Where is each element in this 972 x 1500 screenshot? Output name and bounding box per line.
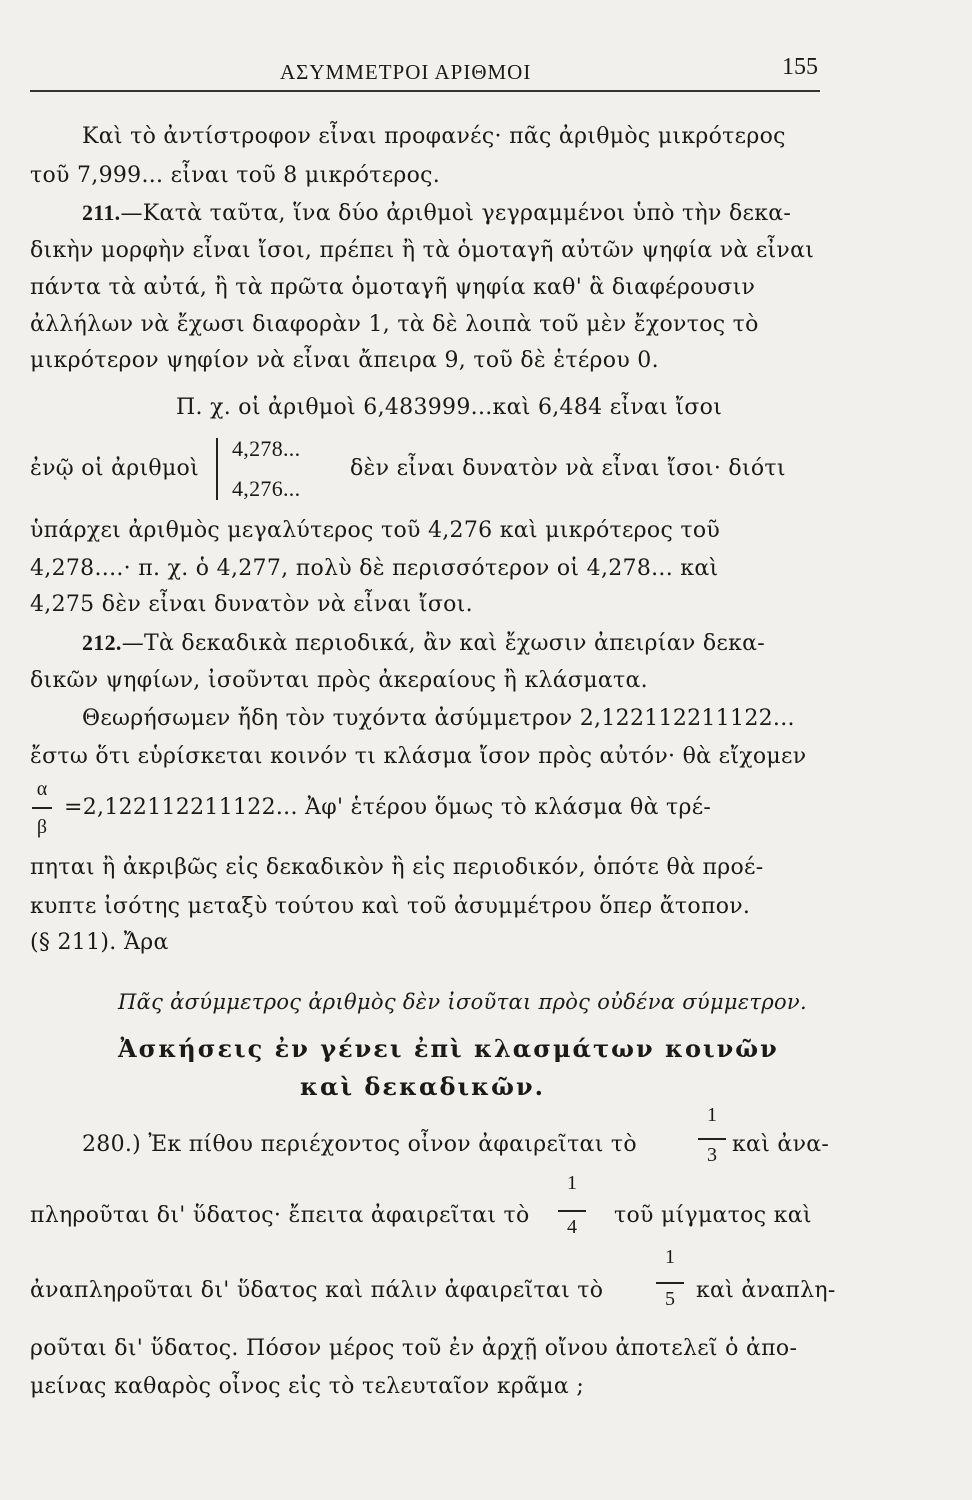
brace [216,438,218,500]
exercises-heading-cont: καὶ δεκαδικῶν. [300,1072,545,1101]
exercises-heading: Ἀσκήσεις ἐν γένει ἐπὶ κλασμάτων κοινῶν [118,1034,779,1063]
text-line: Θεωρήσωμεν ἤδη τὸν τυχόντα ἀσύμμετρον 2,122112211122... [82,706,795,731]
text-line: τοῦ 7,999... εἶναι τοῦ 8 μικρότερος. [30,163,441,188]
text-line: κυπτε ἰσότης μεταξὺ τούτου καὶ τοῦ ἀσυμμέτρου ὅπερ ἄτοπον. [30,894,751,919]
fraction-numerator: 1 [567,1172,577,1194]
fraction-bar [698,1138,726,1140]
text-line: τοῦ μίγματος καὶ [614,1203,812,1228]
text-line: πληροῦται δι' ὕδατος· ἔπειτα ἀφαιρεῖται τὸ [30,1203,530,1228]
text-line: ἀναπληροῦται δι' ὕδατος καὶ πάλιν ἀφαιρεῖται τὸ [30,1278,604,1303]
text-line: δικῶν ψηφίων, ἰσοῦνται πρὸς ἀκεραίους ἢ κλάσματα. [30,668,648,693]
text-line: ἔστω ὅτι εὑρίσκεται κοινόν τι κλάσμα ἴσον πρὸς αὐτόν· θὰ εἴχομεν [30,744,807,769]
text-line: ὑπάρχει ἀριθμὸς μεγαλύτερος τοῦ 4,276 καὶ μικρότερος τοῦ [30,518,721,543]
text-line: πηται ἢ ἀκριβῶς εἰς δεκαδικὸν ἢ εἰς περιοδικόν, ὁπότε θὰ προέ- [30,855,764,880]
section-number: 211. [82,200,121,225]
fraction-numerator: α [36,778,48,800]
text-line: =2,122112211122... Ἀφ' ἑτέρου ὅμως τὸ κλάσμα θὰ τρέ- [64,795,712,820]
fraction-denominator: 5 [665,1288,675,1310]
text-line: καὶ ἀνα- [732,1132,830,1157]
fraction-bar [32,807,52,809]
text-span: —Κατὰ ταῦτα, ἵνα δύο ἀριθμοὶ γεγραμμένοι ὑπὸ τὴν δεκα- [120,201,792,226]
fraction-bar [656,1282,684,1284]
text-line: Καὶ τὸ ἀντίστροφον εἶναι προφανές· πᾶς ἀριθμὸς μικρότερος [82,124,786,149]
text-line: ἐνῷ οἱ ἀριθμοὶ [30,456,200,481]
text-line: πάντα τὰ αὐτά, ἢ τὰ πρῶτα ὁμοταγῆ ψηφία καθ' ἃ διαφέρουσιν [30,275,756,300]
fraction-bar [558,1210,586,1212]
number-top: 4,278... [232,436,301,461]
text-span: —Τὰ δεκαδικὰ περιοδικά, ἂν καὶ ἔχωσιν ἀπειρίαν δεκα- [121,631,766,656]
text-line: δὲν εἶναι δυνατὸν νὰ εἶναι ἴσοι· διότι [350,456,786,481]
page-number: 155 [782,54,818,80]
fraction-denominator: β [36,816,48,838]
theorem-statement: Πᾶς ἀσύμμετρος ἀριθμὸς δὲν ἰσοῦται πρὸς οὐδένα σύμμετρον. [118,990,807,1014]
fraction-numerator: 1 [665,1246,675,1268]
text-line: ἀλλήλων νὰ ἔχωσι διαφορὰν 1, τὰ δὲ λοιπὰ τοῦ μὲν ἔχοντος τὸ [30,312,759,337]
header-rule [30,90,820,92]
fraction-denominator: 4 [567,1216,577,1238]
text-line: (§ 211). Ἄρα [30,930,169,955]
section-number: 212. [82,630,122,655]
text-line: 280.) Ἐκ πίθου περιέχοντος οἶνον ἀφαιρεῖται τὸ [82,1132,637,1157]
number-bottom: 4,276... [232,476,301,501]
fraction-numerator: 1 [707,1104,717,1126]
text-line: ροῦται δι' ὕδατος. Πόσον μέρος τοῦ ἐν ἀρχῇ οἴνου ἀποτελεῖ ὁ ἀπο- [30,1336,798,1361]
text-line: Π. χ. οἱ ἀριθμοὶ 6,483999...καὶ 6,484 εἶναι ἴσοι [176,395,723,420]
text-line: μικρότερον ψηφίον νὰ εἶναι ἄπειρα 9, τοῦ δὲ ἑτέρου 0. [30,348,659,373]
running-header-title: ΑΣΥΜΜΕΤΡΟΙ ΑΡΙΘΜΟΙ [280,60,532,84]
text-line [82,200,791,226]
text-line: δικὴν μορφὴν εἶναι ἴσοι, πρέπει ἢ τὰ ὁμοταγῆ αὐτῶν ψηφία νὰ εἶναι [30,238,815,263]
text-line: καὶ ἀναπλη- [696,1278,836,1303]
fraction-denominator: 3 [707,1144,717,1166]
text-line: μείνας καθαρὸς οἶνος εἰς τὸ τελευταῖον κρᾶμα ; [30,1374,585,1399]
text-line: 4,278....· π. χ. ὁ 4,277, πολὺ δὲ περισσότερον οἱ 4,278... καὶ [30,556,719,581]
text-line: 4,275 δὲν εἶναι δυνατὸν νὰ εἶναι ἴσοι. [30,592,473,617]
text-line [82,630,765,656]
